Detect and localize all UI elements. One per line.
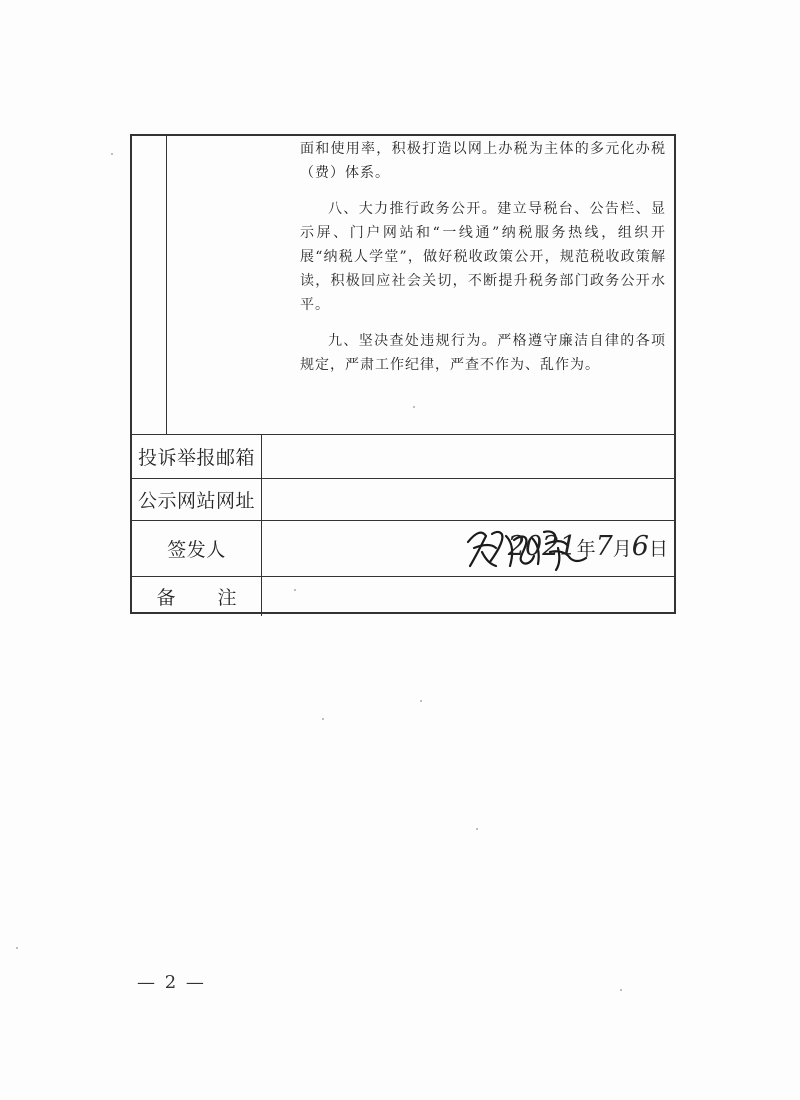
paragraph: 面和使用率，积极打造以网上办税为主体的多元化办税（费）体系。 (300, 141, 666, 181)
content-left-cell (132, 136, 167, 434)
signer-value-cell (262, 521, 674, 576)
paragraph: 八、大力推行政务公开。建立导税台、公告栏、显示屏、门户网站和“一线通”纳税服务热线，组织开展“纳税人学堂”，做好税收政策公开，规范税收政策解读，积极回应社会关切，不断提升税务部门政务公开水平。 (300, 201, 666, 313)
scan-speck (476, 828, 478, 830)
scan-speck (322, 718, 324, 720)
content-row (132, 136, 674, 434)
scan-speck (413, 406, 415, 408)
remarks-row (132, 576, 674, 616)
date-year-unit: 年 (576, 538, 596, 560)
sign-date (508, 531, 668, 562)
website-row (132, 478, 674, 520)
content-cell (262, 136, 674, 434)
scan-speck (294, 589, 296, 591)
date-day: 6 (631, 531, 649, 562)
complaint-email-value (262, 435, 674, 478)
remarks-value (262, 577, 674, 616)
signer-row (132, 520, 674, 576)
complaint-email-row (132, 434, 674, 478)
date-month-unit: 月 (612, 538, 632, 560)
date-month: 7 (595, 531, 613, 562)
scan-speck (420, 700, 422, 702)
page-number: — 2 — (137, 972, 206, 993)
date-year: 2021 (507, 531, 577, 562)
scan-speck (620, 989, 622, 991)
signer-label: 签发人 (132, 521, 262, 576)
date-day-unit: 日 (648, 538, 668, 560)
scan-speck (111, 153, 113, 155)
paragraph: 九、坚决查处违规行为。严格遵守廉洁自律的各项规定，严肃工作纪律，严查不作为、乱作为。 (300, 333, 666, 373)
complaint-email-label: 投诉举报邮箱 (132, 435, 262, 478)
remarks-label: 备 注 (132, 577, 262, 616)
scan-speck (16, 947, 18, 949)
website-label: 公示网站网址 (132, 479, 262, 520)
content-text (300, 137, 666, 377)
form-table (130, 134, 676, 614)
website-value (262, 479, 674, 520)
